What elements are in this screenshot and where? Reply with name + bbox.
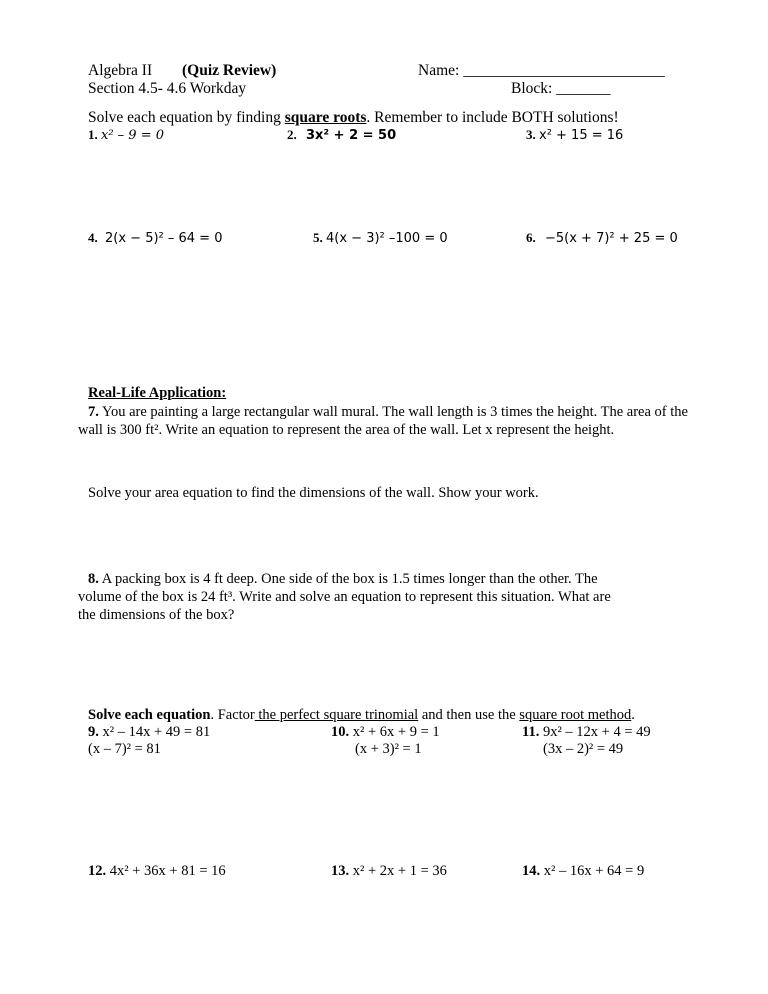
part2-instruction xyxy=(88,706,635,724)
question-number: 8. xyxy=(88,571,99,587)
problem-10-hint: (x + 3)² = 1 xyxy=(355,741,422,757)
problem-13 xyxy=(331,862,447,880)
problem-12 xyxy=(88,862,226,880)
problem-number: 4. xyxy=(88,230,98,245)
section-label: Section 4.5- 4.6 Workday xyxy=(88,80,247,97)
problem-1 xyxy=(88,127,164,143)
block-field[interactable]: Block: _______ xyxy=(511,80,611,97)
question-7-followup: Solve your area equation to find the dimensions of the wall. Show your work. xyxy=(88,485,539,501)
question-8 xyxy=(78,570,618,624)
problem-number: 5. xyxy=(313,230,323,245)
problem-equation: 4x² + 36x + 81 = 16 xyxy=(109,863,226,879)
instruction-underlined: the perfect square trinomial xyxy=(254,707,419,723)
instruction-emphasis: Solve each equation xyxy=(88,707,211,723)
problem-4 xyxy=(88,230,222,246)
problem-number: 2. xyxy=(287,127,297,142)
problem-equation: 2(x − 5)² – 64 = 0 xyxy=(105,231,223,246)
problem-equation: x² – 9 = 0 xyxy=(101,128,165,143)
problem-number: 12. xyxy=(88,863,107,879)
problem-equation: x² + 6x + 9 = 1 xyxy=(352,724,440,740)
application-heading: Real-Life Application: xyxy=(88,385,227,401)
problem-number: 10. xyxy=(331,724,350,740)
instruction-text: and then use the xyxy=(418,707,520,723)
problem-number: 13. xyxy=(331,863,350,879)
problem-equation: 3x² + 2 = 50 xyxy=(306,128,397,143)
problem-9 xyxy=(88,723,210,741)
problem-equation: x² – 14x + 49 = 81 xyxy=(102,724,211,740)
instruction-text: . xyxy=(631,707,635,723)
instruction-text: . Factor xyxy=(210,707,255,723)
problem-equation: x² + 15 = 16 xyxy=(539,128,624,143)
problem-number: 3. xyxy=(526,127,536,142)
problem-5 xyxy=(313,230,448,246)
question-number: 7. xyxy=(88,404,99,420)
instruction-underlined: square root method xyxy=(519,707,632,723)
problem-equation: −5(x + 7)² + 25 = 0 xyxy=(545,231,678,246)
problem-number: 9. xyxy=(88,724,99,740)
problem-2 xyxy=(287,127,396,143)
question-7 xyxy=(78,403,690,439)
instruction-text: Solve each equation by finding xyxy=(88,109,285,126)
instruction-text: . Remember to include BOTH solutions! xyxy=(366,109,619,126)
name-field[interactable]: Name: __________________________ xyxy=(418,62,665,79)
problem-number: 1. xyxy=(88,127,98,142)
problem-equation: x² + 2x + 1 = 36 xyxy=(352,863,447,879)
problem-number: 14. xyxy=(522,863,541,879)
part1-instruction xyxy=(88,109,619,127)
problem-10 xyxy=(331,723,440,741)
problem-3 xyxy=(526,127,623,143)
question-text: You are painting a large rectangular wall mural. The wall length is 3 times the height. The area of the wall is 300 ft². Write an equation to represent the area of the wall. Let x represent the height. xyxy=(78,404,688,438)
problem-6 xyxy=(526,230,678,246)
problem-11 xyxy=(522,723,651,741)
problem-equation: x² – 16x + 64 = 9 xyxy=(543,863,645,879)
problem-equation: 9x² – 12x + 4 = 49 xyxy=(542,724,651,740)
problem-11-hint: (3x – 2)² = 49 xyxy=(543,741,624,757)
course-title xyxy=(88,62,276,80)
problem-number: 11. xyxy=(522,724,540,740)
problem-number: 6. xyxy=(526,230,536,245)
instruction-emphasis: square roots xyxy=(284,109,367,126)
question-text: A packing box is 4 ft deep. One side of the box is 1.5 times longer than the other. The volume of the box is 24 ft³. Write and solve an equation to represent this situation. What are the dimensions of the box? xyxy=(78,571,611,623)
quiz-label: (Quiz Review) xyxy=(182,62,277,79)
problem-equation: 4(x − 3)² –100 = 0 xyxy=(326,231,448,246)
problem-9-hint: (x – 7)² = 81 xyxy=(88,741,161,757)
course-name: Algebra II xyxy=(88,62,153,79)
problem-14 xyxy=(522,862,644,880)
